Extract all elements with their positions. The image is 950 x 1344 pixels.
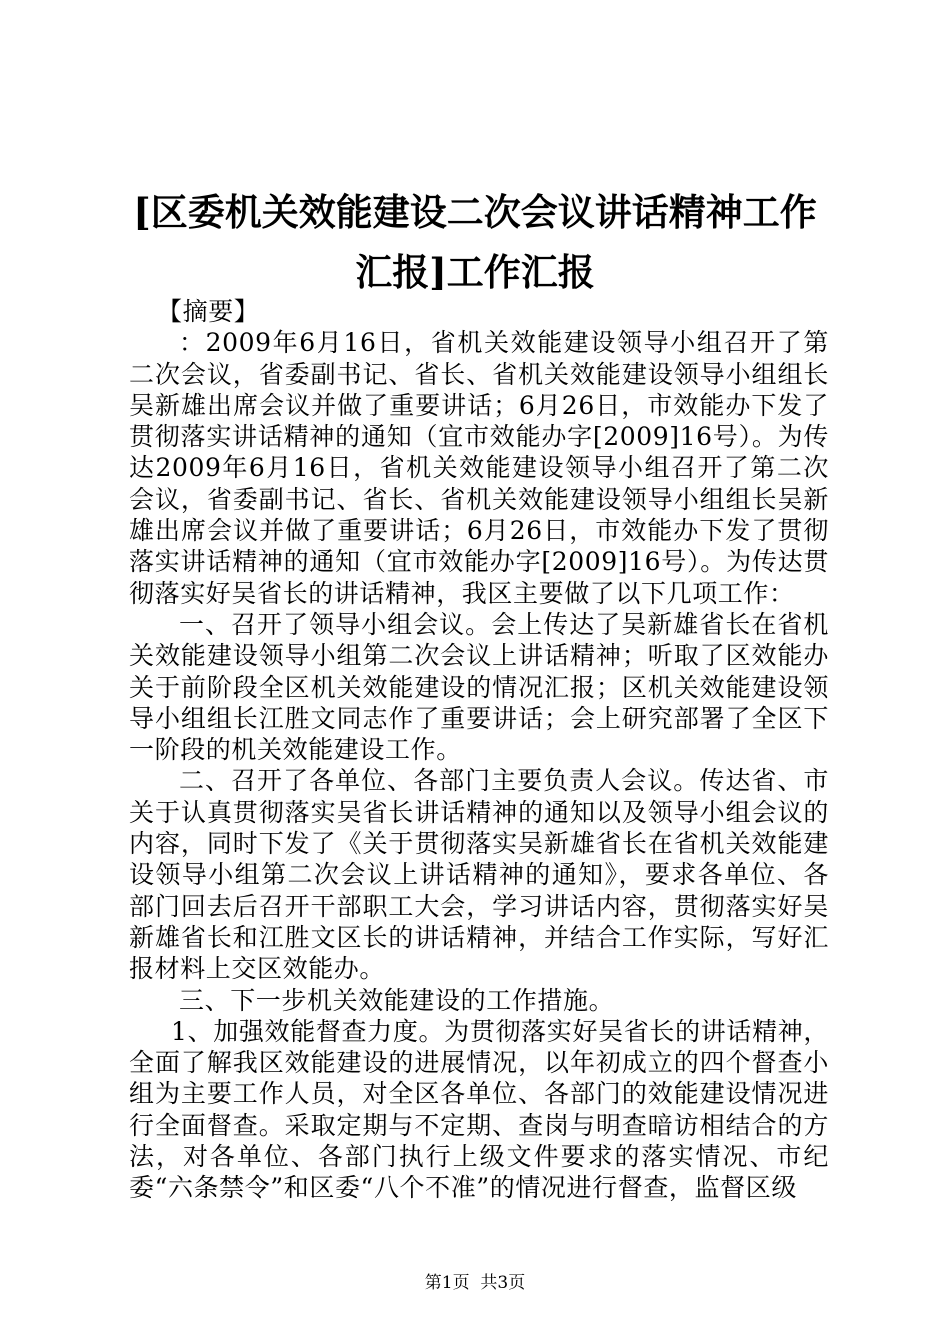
body-paragraph-1: 一、召开了领导小组会议。会上传达了吴新雄省长在省机关效能建设领导小组第二次会议上讲话精神；听取了区效能办关于前阶段全区机关效能建设的情况汇报；区机关效能建设领导小组组长江胜文同志作了重要讲话；会上研究部署了全区下一阶段的机关效能建设工作。 xyxy=(129,609,829,765)
document-body xyxy=(129,296,829,1204)
abstract-label: 【摘要】 xyxy=(157,297,260,326)
page-footer: 第1页 共3页 xyxy=(424,1273,526,1293)
abstract-paragraph: ：2009年6月16日，省机关效能建设领导小组召开了第二次会议，省委副书记、省长、省机关效能建设领导小组组长吴新雄出席会议并做了重要讲话；6月26日，市效能办下发了贯彻落实讲话精神的通知（宜市效能办字[2009]16号）。为传达2009年6月16日，省机关效能建设领导小组召开了第二次会议，省委副书记、省长、省机关效能建设领导小组组长吴新雄出席会议并做了重要讲话；6月26日，市效能办下发了贯彻落实讲话精神的通知（宜市效能办字[2009]16号）。为传达贯彻落实好吴省长的讲话精神，我区主要做了以下几项工作： xyxy=(129,328,829,608)
document-title: [区委机关效能建设二次会议讲话精神工作汇报]工作汇报 xyxy=(133,190,817,294)
body-paragraph-2: 二、召开了各单位、各部门主要负责人会议。传达省、市关于认真贯彻落实吴省长讲话精神的通知以及领导小组会议的内容，同时下发了《关于贯彻落实吴新雄省长在省机关效能建设领导小组第二次会议上讲话精神的通知》，要求各单位、各部门回去后召开干部职工大会，学习讲话内容，贯彻落实好吴新雄省长和江胜文区长的讲话精神，并结合工作实际，写好汇报材料上交区效能办。 xyxy=(129,766,829,984)
body-paragraph-4: 1、加强效能督查力度。为贯彻落实好吴省长的讲话精神，全面了解我区效能建设的进展情况，以年初成立的四个督查小组为主要工作人员，对全区各单位、各部门的效能建设情况进行全面督查。采取定期与不定期、查岗与明查暗访相结合的方法，对各单位、各部门执行上级文件要求的落实情况、市纪委“六条禁令”和区委“八个不准”的情况进行督查，监督区级 xyxy=(129,1016,829,1203)
body-paragraph-3: 三、下一步机关效能建设的工作措施。 xyxy=(179,985,615,1015)
